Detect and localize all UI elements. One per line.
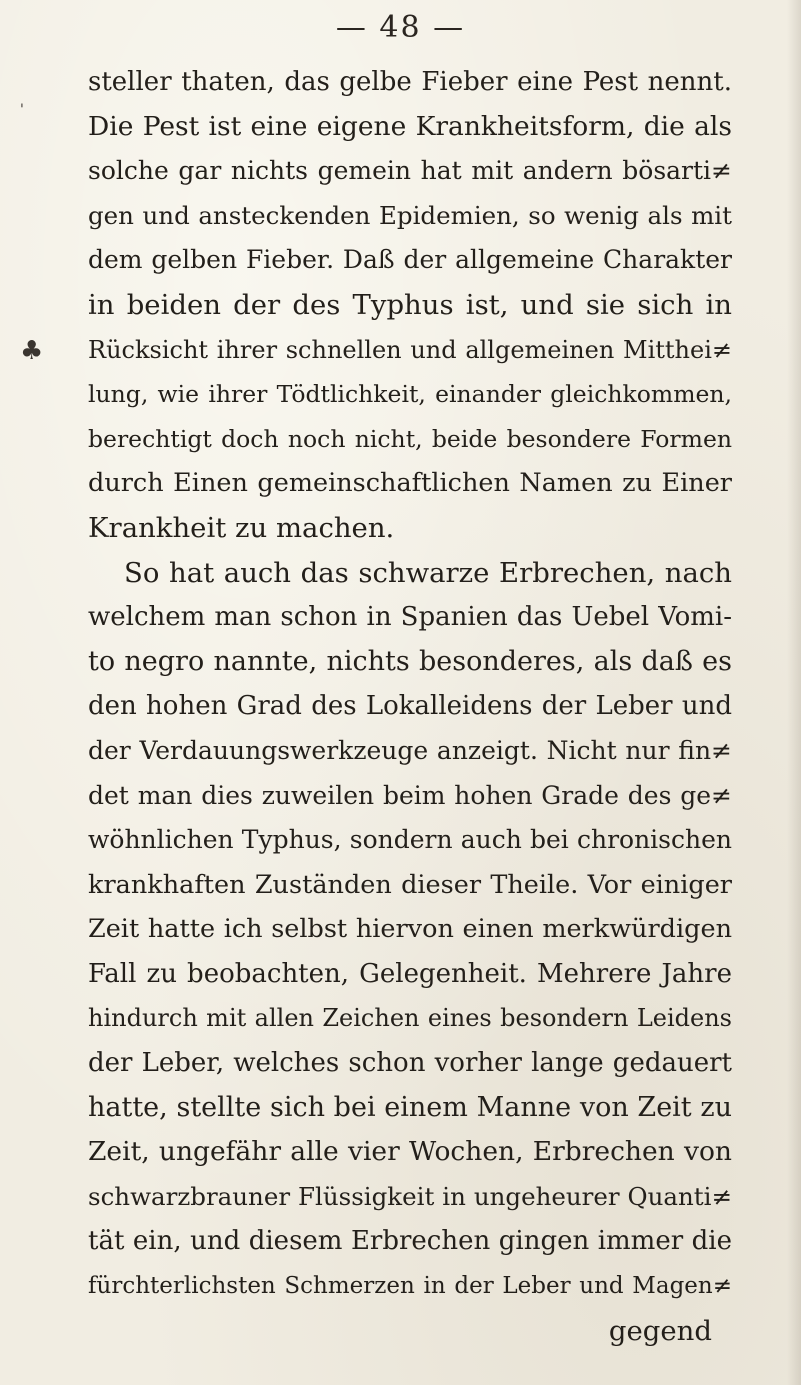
text-line: to negro nannte, nichts besonderes, als daß es bbox=[88, 645, 732, 677]
text-line: berechtigt doch noch nicht, beide besondere Formen bbox=[88, 424, 732, 453]
text-line: hatte, stellte sich bei einem Manne von Zeit zu bbox=[88, 1091, 732, 1123]
margin-ink-mark: ♣ bbox=[20, 336, 44, 366]
text-line: wöhnlichen Typhus, sondern auch bei chronischen bbox=[88, 825, 732, 855]
page-edge-shadow bbox=[787, 0, 801, 1385]
text-line: der Verdauungswerkzeuge anzeigt. Nicht nur fin≠ bbox=[88, 735, 732, 765]
catchword: gegend bbox=[608, 1314, 712, 1347]
text-line: Rücksicht ihrer schnellen und allgemeinen Mitthei≠ bbox=[88, 335, 732, 364]
page-number: — 48 — bbox=[335, 10, 466, 45]
text-line: Zeit hatte ich selbst hiervon einen merkwürdigen bbox=[88, 914, 732, 945]
margin-tick-mark: ' bbox=[20, 102, 24, 118]
text-line: durch Einen gemeinschaftlichen Namen zu Einer bbox=[88, 468, 732, 499]
body-text bbox=[88, 60, 732, 1353]
text-line: in beiden der des Typhus ist, und sie sich in bbox=[88, 288, 732, 321]
text-line: solche gar nichts gemein hat mit andern bösarti≠ bbox=[88, 156, 732, 186]
text-line: der Leber, welches schon vorher lange gedauert bbox=[88, 1048, 732, 1079]
text-line: welchem man schon in Spanien das Uebel Vomi- bbox=[88, 602, 732, 633]
text-line: det man dies zuweilen beim hohen Grade des ge≠ bbox=[88, 780, 732, 810]
text-line: hindurch mit allen Zeichen eines besondern Leidens bbox=[88, 1004, 732, 1033]
text-line: den hohen Grad des Lokalleidens der Leber und bbox=[88, 691, 732, 722]
text-line: schwarzbrauner Flüssigkeit in ungeheurer Quanti≠ bbox=[88, 1181, 732, 1211]
text-line: Zeit, ungefähr alle vier Wochen, Erbrechen von bbox=[88, 1136, 732, 1168]
text-line: Krankheit zu machen. bbox=[88, 511, 395, 544]
text-line: tät ein, und diesem Erbrechen gingen immer die bbox=[88, 1226, 732, 1257]
text-line: Fall zu beobachten, Gelegenheit. Mehrere Jahre bbox=[88, 958, 732, 989]
text-line: krankhaften Zuständen dieser Theile. Vor einiger bbox=[88, 869, 732, 900]
text-line: steller thaten, das gelbe Fieber eine Pest nennt. bbox=[88, 67, 732, 97]
text-line: fürchterlichsten Schmerzen in der Leber und Magen≠ bbox=[88, 1273, 732, 1300]
text-line: dem gelben Fieber. Daß der allgemeine Charakter bbox=[88, 245, 732, 275]
text-line: gen und ansteckenden Epidemien, so wenig als mit bbox=[88, 200, 732, 230]
text-line: Die Pest ist eine eigene Krankheitsform, die als bbox=[88, 110, 732, 142]
text-line: So hat auch das schwarze Erbrechen, nach bbox=[124, 556, 732, 589]
text-line: lung, wie ihrer Tödtlichkeit, einander gleichkommen, bbox=[88, 380, 732, 409]
